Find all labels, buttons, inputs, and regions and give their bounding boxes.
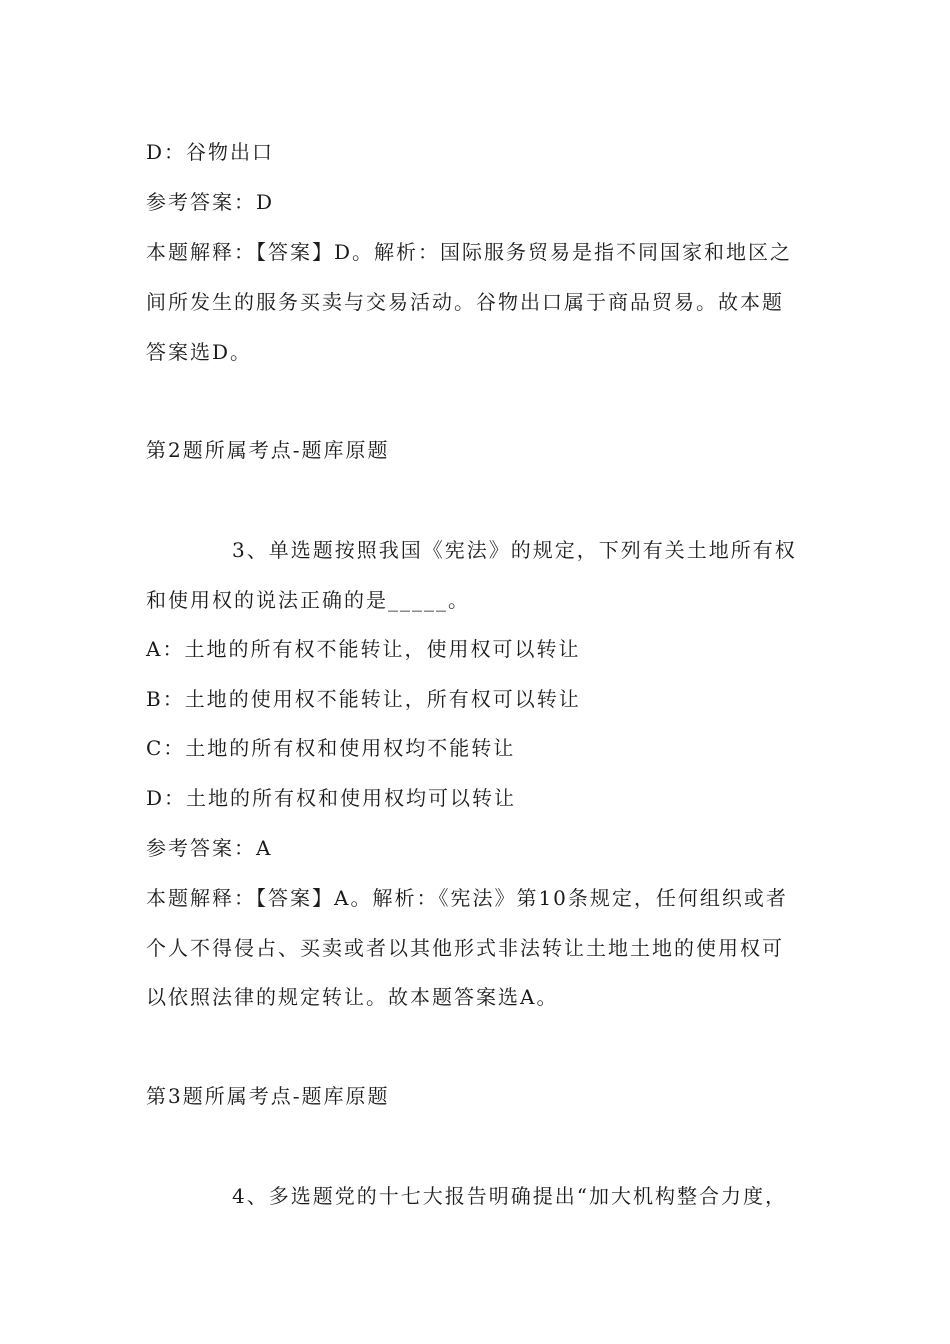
q2-knowledge-point: 第2题所属考点-题库原题 — [146, 438, 390, 462]
q2-explanation-line-3: 答案选D。 — [146, 340, 253, 364]
q3-stem-line-2: 和使用权的说法正确的是_____。 — [146, 588, 470, 612]
q4-stem-line-1: 4、多选题党的十七大报告明确提出“加大机构整合力度， — [232, 1184, 787, 1208]
q2-explanation-line-1: 本题解释：【答案】D。解析：国际服务贸易是指不同国家和地区之 — [146, 240, 793, 264]
q3-option-a: A：土地的所有权不能转让，使用权可以转让 — [146, 637, 581, 661]
q3-stem-line-1: 3、单选题按照我国《宪法》的规定，下列有关土地所有权 — [232, 538, 797, 562]
q3-knowledge-point: 第3题所属考点-题库原题 — [146, 1084, 390, 1108]
q2-explanation-line-2: 间所发生的服务买卖与交易活动。谷物出口属于商品贸易。故本题 — [146, 290, 784, 314]
q3-explanation-line-1: 本题解释：【答案】A。解析：《宪法》第10条规定，任何组织或者 — [146, 886, 788, 910]
q3-answer: 参考答案：A — [146, 836, 273, 860]
q3-explanation-line-2: 个人不得侵占、买卖或者以其他形式非法转让土地土地的使用权可 — [146, 936, 784, 960]
q2-answer: 参考答案：D — [146, 190, 275, 214]
q3-explanation-line-3: 以依照法律的规定转让。故本题答案选A。 — [146, 985, 559, 1009]
q3-option-b: B：土地的使用权不能转让，所有权可以转让 — [146, 687, 581, 711]
q3-option-d: D：土地的所有权和使用权均可以转让 — [146, 786, 517, 810]
q3-option-c: C：土地的所有权和使用权均不能转让 — [146, 736, 516, 760]
q2-option-d: D：谷物出口 — [146, 140, 275, 164]
